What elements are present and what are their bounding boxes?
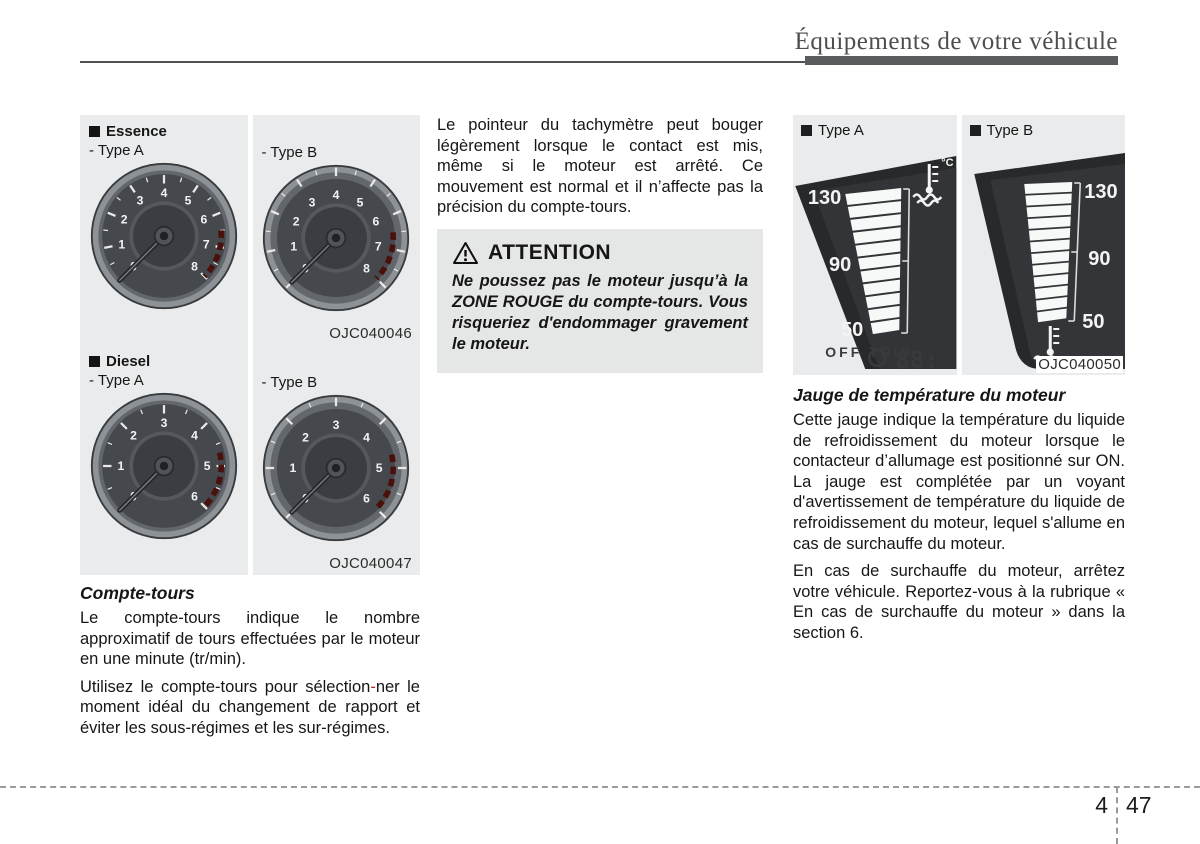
footer-page-number: 47: [1126, 792, 1152, 818]
svg-text:6: 6: [190, 489, 198, 504]
tachometer-paragraph-2-start: Utilisez le compte-tours pour sélection: [80, 677, 371, 696]
temperature-paragraph-1: Cette jauge indique la température du liquide de refroidissement du moteur lorsque le contacteur d’allumage est positionné sur ON. La jauge est complétée par un voyant d'avertissement de température du liquide de refroidissement du moteur, lequel s'allume en cas de surchauffe du moteur.: [793, 411, 1125, 553]
svg-text:88:: 88:: [895, 346, 939, 369]
svg-text:OFF TRIP: OFF TRIP: [825, 344, 914, 360]
svg-text:90: 90: [829, 254, 852, 276]
square-bullet-icon: [89, 356, 100, 367]
attention-header: [452, 241, 748, 265]
svg-text:3: 3: [160, 416, 168, 431]
hyphen-accent: -: [370, 677, 376, 696]
figure-code-diesel: OJC040047: [329, 555, 412, 572]
svg-text:50: 50: [841, 319, 864, 341]
svg-text:5: 5: [184, 193, 192, 208]
svg-text:3: 3: [308, 195, 316, 210]
figure-essence-type-b: [253, 115, 421, 345]
figure-diesel-tachometers: [80, 345, 420, 575]
essence-type-a-label: - Type A: [89, 142, 144, 159]
warning-triangle-icon: [452, 241, 479, 265]
tachymetre-note-paragraph: Le pointeur du tachymètre peut bouger légèrement lorsque le contact est mis, même si le moteur est arrêté. Ce mouvement est normal et il n’affecte pas la précision du compte-tours.: [437, 116, 763, 217]
svg-text:3: 3: [136, 193, 144, 208]
attention-body: Ne poussez pas le moteur jusqu’à la ZONE ROUGE du compte-tours. Vous risqueriez d'endommager gravement le moteur.: [452, 271, 748, 353]
temp-type-b-label: [962, 115, 1126, 139]
footer-dashed-rule: [0, 786, 1200, 788]
svg-text:130: 130: [807, 187, 842, 209]
footer-vertical-rule: [1116, 787, 1118, 844]
svg-text:5: 5: [375, 461, 383, 476]
svg-text:6: 6: [200, 212, 207, 227]
svg-text:50: 50: [1081, 311, 1104, 333]
svg-text:4: 4: [190, 428, 198, 443]
attention-title: ATTENTION: [488, 240, 612, 264]
svg-text:130: 130: [1083, 181, 1118, 203]
tachometer-paragraph-2: [80, 677, 420, 739]
svg-text:1: 1: [290, 239, 298, 254]
temperature-gauge-type-b: [962, 144, 1126, 374]
svg-text:1: 1: [117, 459, 125, 474]
figure-temp-type-b: [962, 115, 1126, 375]
middle-column: [437, 115, 763, 373]
svg-text:6: 6: [363, 491, 371, 506]
square-bullet-icon: [970, 125, 981, 136]
svg-text:6: 6: [372, 214, 380, 229]
svg-text:5: 5: [203, 459, 211, 474]
svg-text:90: 90: [1087, 248, 1110, 270]
svg-text:1: 1: [118, 237, 125, 252]
tachometer-paragraph-2-end: ner le moment idéal du changement de rapport et éviter les sous-régimes et les sur-régimes.: [80, 677, 420, 737]
figure-temperature-gauges: [793, 115, 1125, 375]
diesel-section-label: [80, 345, 248, 370]
svg-text:5: 5: [356, 195, 364, 210]
figure-essence-type-a: [80, 115, 248, 345]
temp-type-a-text: Type A: [818, 122, 864, 139]
temperature-gauge-type-a: [793, 144, 957, 374]
tachometer-diesel-type-b: [253, 393, 421, 543]
svg-text:4: 4: [160, 186, 168, 201]
tachometer-paragraph-1: Le compte-tours indique le nombre approximatif de tours effectuées par le moteur en une minute (tr/min).: [80, 609, 420, 669]
svg-text:8: 8: [190, 259, 198, 274]
essence-section-label: [80, 115, 248, 140]
svg-text:2: 2: [129, 428, 137, 443]
essence-type-b-label: - Type B: [261, 144, 318, 161]
svg-text:7: 7: [375, 239, 382, 254]
svg-text:7: 7: [202, 237, 210, 252]
temperature-heading: Jauge de température du moteur: [793, 385, 1066, 405]
svg-text:°C: °C: [941, 157, 954, 169]
temp-type-a-label: [793, 115, 957, 139]
figure-diesel-type-b: [253, 345, 421, 575]
figure-code-essence: OJC040046: [329, 325, 412, 342]
tachometer-essence-type-b: [253, 163, 421, 313]
svg-text:2: 2: [293, 214, 300, 229]
svg-text:4: 4: [363, 430, 371, 445]
diesel-label-text: Diesel: [106, 353, 151, 370]
header-rule-accent: [805, 56, 1118, 65]
right-column: [793, 115, 1125, 651]
square-bullet-icon: [801, 125, 812, 136]
essence-label-text: Essence: [106, 123, 167, 140]
figure-code-temperature: OJC040050: [1038, 356, 1121, 373]
tachometer-heading: Compte-tours: [80, 583, 195, 603]
svg-text:1: 1: [289, 461, 297, 476]
figure-essence-tachometers: [80, 115, 420, 345]
diesel-type-a-label: - Type A: [89, 372, 144, 389]
svg-text:3: 3: [332, 418, 340, 433]
square-bullet-icon: [89, 126, 100, 137]
temperature-paragraph-2: En cas de surchauffe du moteur, arrêtez votre véhicule. Reportez-vous à la rubrique « En cas de surchauffe du moteur » dans la section 6.: [793, 562, 1125, 642]
svg-text:2: 2: [302, 430, 310, 445]
footer-section-number: 4: [1095, 792, 1108, 818]
tachometer-essence-type-a: [80, 161, 248, 311]
svg-text:8: 8: [363, 261, 371, 276]
diesel-type-b-label: - Type B: [261, 374, 318, 391]
figure-temp-type-a: [793, 115, 957, 375]
temp-type-b-text: Type B: [986, 122, 1034, 139]
attention-box: [437, 229, 763, 373]
svg-text:2: 2: [120, 212, 128, 227]
svg-text:4: 4: [332, 188, 340, 203]
page-title: Équipements de votre véhicule: [794, 28, 1118, 55]
figure-diesel-type-a: [80, 345, 248, 575]
tachometer-diesel-type-a: [80, 391, 248, 541]
left-column: [80, 115, 420, 746]
